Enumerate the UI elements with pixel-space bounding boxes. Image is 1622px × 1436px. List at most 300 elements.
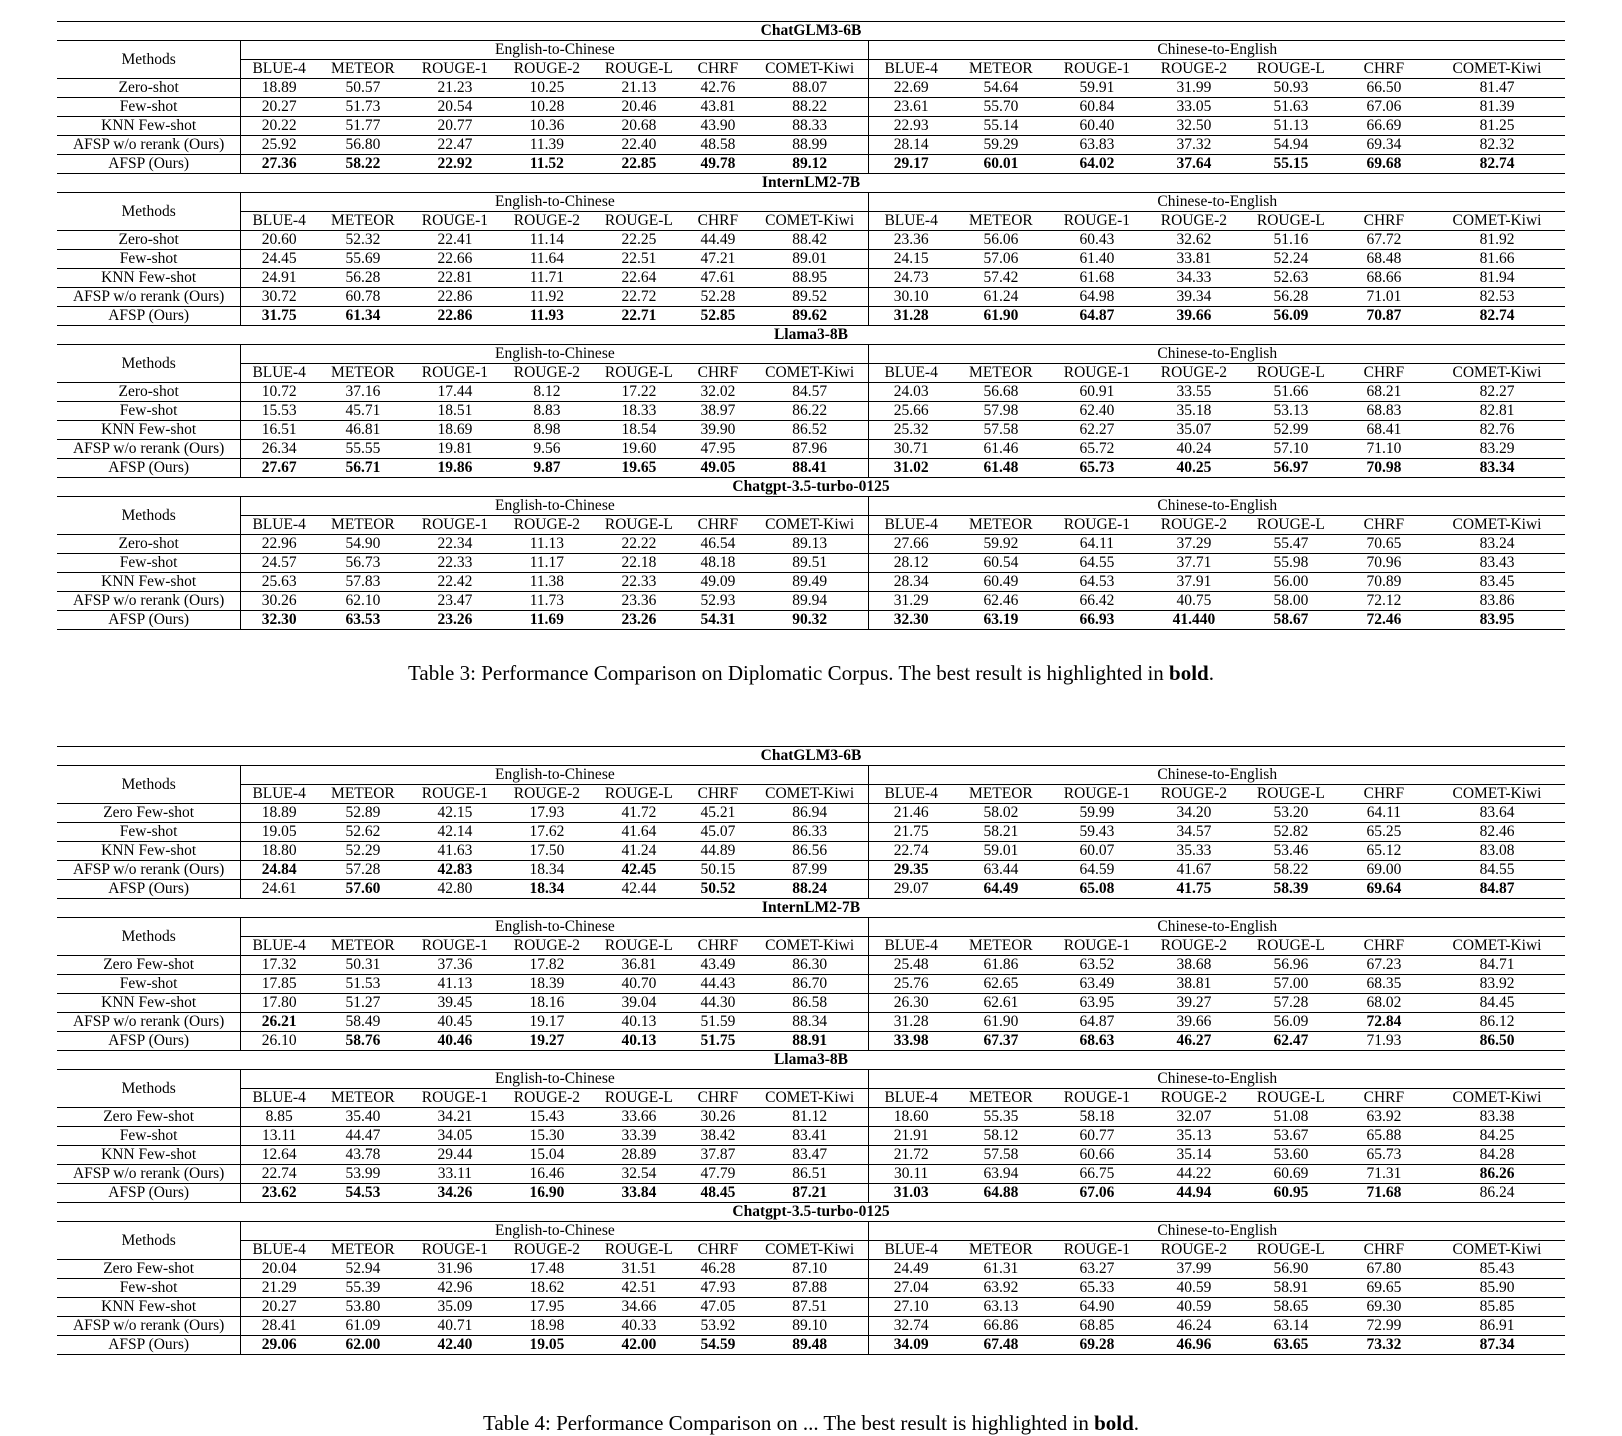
metric-value: 22.86 <box>409 307 501 326</box>
metric-header: CHRF <box>685 937 751 956</box>
metric-value: 63.92 <box>1339 1108 1429 1127</box>
metric-value: 23.36 <box>869 231 953 250</box>
metric-value: 58.18 <box>1049 1108 1145 1127</box>
method-label: AFSP w/o rerank (Ours) <box>57 136 241 155</box>
method-label: Few-shot <box>57 975 241 994</box>
metric-header: ROUGE-2 <box>1145 364 1243 383</box>
metric-header: ROUGE-L <box>593 1089 685 1108</box>
metric-header: CHRF <box>1339 364 1429 383</box>
metric-value: 82.46 <box>1429 823 1565 842</box>
metric-value: 16.90 <box>501 1184 593 1203</box>
metric-header: ROUGE-2 <box>1145 1241 1243 1260</box>
metric-value: 40.59 <box>1145 1298 1243 1317</box>
metric-value: 69.65 <box>1339 1279 1429 1298</box>
metric-header: CHRF <box>1339 1241 1429 1260</box>
metric-value: 64.90 <box>1049 1298 1145 1317</box>
metric-value: 68.41 <box>1339 421 1429 440</box>
metric-header-row <box>57 785 1565 804</box>
metric-value: 26.34 <box>241 440 317 459</box>
method-label: AFSP w/o rerank (Ours) <box>57 288 241 307</box>
metric-value: 58.21 <box>953 823 1049 842</box>
metric-value: 26.21 <box>241 1013 317 1032</box>
model-header-row <box>57 1051 1565 1070</box>
metric-value: 52.24 <box>1243 250 1339 269</box>
metric-value: 8.12 <box>501 383 593 402</box>
model-header: ChatGLM3-6B <box>57 747 1565 766</box>
metric-value: 46.24 <box>1145 1317 1243 1336</box>
metric-value: 18.16 <box>501 994 593 1013</box>
metric-value: 19.81 <box>409 440 501 459</box>
metric-header: COMET-Kiwi <box>1429 1089 1565 1108</box>
metric-value: 18.34 <box>501 880 593 899</box>
metric-header: ROUGE-2 <box>501 60 593 79</box>
metric-value: 42.14 <box>409 823 501 842</box>
metric-value: 45.71 <box>317 402 409 421</box>
metric-value: 61.31 <box>953 1260 1049 1279</box>
metric-value: 60.43 <box>1049 231 1145 250</box>
metric-value: 11.52 <box>501 155 593 174</box>
group-header-row <box>57 193 1565 212</box>
metric-value: 58.76 <box>317 1032 409 1051</box>
metric-value: 57.28 <box>1243 994 1339 1013</box>
metric-value: 88.41 <box>751 459 869 478</box>
metric-value: 64.53 <box>1049 573 1145 592</box>
metric-value: 88.42 <box>751 231 869 250</box>
direction-group-header: English-to-Chinese <box>241 1070 869 1089</box>
metric-value: 18.39 <box>501 975 593 994</box>
metric-value: 34.66 <box>593 1298 685 1317</box>
model-header: InternLM2-7B <box>57 174 1565 193</box>
method-label: KNN Few-shot <box>57 1298 241 1317</box>
metric-value: 86.24 <box>1429 1184 1565 1203</box>
results-table-second-corpus <box>57 746 1565 1355</box>
metric-value: 25.66 <box>869 402 953 421</box>
metric-value: 82.53 <box>1429 288 1565 307</box>
direction-group-header: English-to-Chinese <box>241 766 869 785</box>
model-section <box>57 326 1565 478</box>
table-row <box>57 1317 1565 1336</box>
metric-value: 59.99 <box>1049 804 1145 823</box>
metric-value: 24.73 <box>869 269 953 288</box>
metric-header: COMET-Kiwi <box>751 364 869 383</box>
metric-value: 33.84 <box>593 1184 685 1203</box>
table-row <box>57 1032 1565 1051</box>
metric-value: 67.37 <box>953 1032 1049 1051</box>
metric-header: BLUE-4 <box>241 364 317 383</box>
metric-value: 42.45 <box>593 861 685 880</box>
metric-value: 40.75 <box>1145 592 1243 611</box>
metric-value: 83.43 <box>1429 554 1565 573</box>
table3-caption-suffix: . <box>1208 661 1214 685</box>
method-label: AFSP w/o rerank (Ours) <box>57 1165 241 1184</box>
table4-caption-bold-word: bold <box>1094 1411 1134 1435</box>
metric-header: ROUGE-L <box>1243 1089 1339 1108</box>
metric-value: 51.63 <box>1243 98 1339 117</box>
methods-column-header: Methods <box>57 497 241 535</box>
metric-value: 52.89 <box>317 804 409 823</box>
metric-value: 40.45 <box>409 1013 501 1032</box>
model-header-row <box>57 22 1565 41</box>
metric-value: 35.18 <box>1145 402 1243 421</box>
metric-value: 20.27 <box>241 1298 317 1317</box>
metric-header: COMET-Kiwi <box>1429 937 1565 956</box>
metric-header: COMET-Kiwi <box>751 785 869 804</box>
metric-value: 47.21 <box>685 250 751 269</box>
metric-value: 35.40 <box>317 1108 409 1127</box>
table-row <box>57 554 1565 573</box>
direction-group-header: Chinese-to-English <box>869 345 1565 364</box>
metric-value: 67.06 <box>1049 1184 1145 1203</box>
metric-value: 67.80 <box>1339 1260 1429 1279</box>
metric-value: 22.93 <box>869 117 953 136</box>
metric-value: 70.65 <box>1339 535 1429 554</box>
metric-value: 86.70 <box>751 975 869 994</box>
metric-header: BLUE-4 <box>869 1089 953 1108</box>
model-header-row <box>57 326 1565 345</box>
metric-header: CHRF <box>685 785 751 804</box>
table-row <box>57 535 1565 554</box>
metric-value: 50.57 <box>317 79 409 98</box>
metric-value: 89.51 <box>751 554 869 573</box>
metric-value: 53.60 <box>1243 1146 1339 1165</box>
metric-value: 23.36 <box>593 592 685 611</box>
metric-value: 46.54 <box>685 535 751 554</box>
metric-value: 52.93 <box>685 592 751 611</box>
metric-value: 22.18 <box>593 554 685 573</box>
metric-value: 22.41 <box>409 231 501 250</box>
model-header-row <box>57 747 1565 766</box>
metric-value: 17.82 <box>501 956 593 975</box>
metric-value: 17.48 <box>501 1260 593 1279</box>
methods-column-header: Methods <box>57 1222 241 1260</box>
metric-value: 18.80 <box>241 842 317 861</box>
metric-value: 40.13 <box>593 1032 685 1051</box>
metric-value: 32.54 <box>593 1165 685 1184</box>
metric-value: 41.64 <box>593 823 685 842</box>
metric-header: METEOR <box>317 785 409 804</box>
metric-value: 69.28 <box>1049 1336 1145 1355</box>
metric-value: 22.47 <box>409 136 501 155</box>
metric-value: 41.75 <box>1145 880 1243 899</box>
metric-value: 32.74 <box>869 1317 953 1336</box>
metric-header: ROUGE-1 <box>1049 785 1145 804</box>
metric-header: ROUGE-2 <box>1145 785 1243 804</box>
metric-value: 89.10 <box>751 1317 869 1336</box>
metric-header: METEOR <box>953 516 1049 535</box>
metric-value: 21.91 <box>869 1127 953 1146</box>
metric-value: 62.00 <box>317 1336 409 1355</box>
metric-value: 40.25 <box>1145 459 1243 478</box>
method-label: Few-shot <box>57 98 241 117</box>
metric-value: 18.62 <box>501 1279 593 1298</box>
metric-value: 52.28 <box>685 288 751 307</box>
method-label: KNN Few-shot <box>57 1146 241 1165</box>
metric-header: ROUGE-1 <box>1049 60 1145 79</box>
table3-caption-text: Table 3: Performance Comparison on Diplomatic Corpus. The best result is highlighted in <box>408 661 1170 685</box>
metric-value: 84.25 <box>1429 1127 1565 1146</box>
group-header-row <box>57 345 1565 364</box>
metric-value: 18.98 <box>501 1317 593 1336</box>
metric-value: 63.83 <box>1049 136 1145 155</box>
metric-value: 44.22 <box>1145 1165 1243 1184</box>
metric-value: 21.23 <box>409 79 501 98</box>
metric-value: 65.88 <box>1339 1127 1429 1146</box>
method-label: Few-shot <box>57 402 241 421</box>
metric-value: 86.22 <box>751 402 869 421</box>
metric-value: 88.07 <box>751 79 869 98</box>
metric-value: 63.14 <box>1243 1317 1339 1336</box>
metric-value: 27.04 <box>869 1279 953 1298</box>
metric-header: ROUGE-L <box>593 516 685 535</box>
metric-value: 37.71 <box>1145 554 1243 573</box>
method-label: KNN Few-shot <box>57 117 241 136</box>
metric-value: 72.84 <box>1339 1013 1429 1032</box>
table-row <box>57 994 1565 1013</box>
method-label: AFSP w/o rerank (Ours) <box>57 1317 241 1336</box>
metric-value: 66.42 <box>1049 592 1145 611</box>
table-row <box>57 804 1565 823</box>
metric-value: 83.92 <box>1429 975 1565 994</box>
metric-header: ROUGE-1 <box>1049 1241 1145 1260</box>
metric-header: METEOR <box>317 937 409 956</box>
table3-caption <box>0 660 1622 686</box>
metric-header: COMET-Kiwi <box>751 212 869 231</box>
metric-value: 60.84 <box>1049 98 1145 117</box>
metric-header: CHRF <box>685 212 751 231</box>
group-header-row <box>57 918 1565 937</box>
metric-value: 88.95 <box>751 269 869 288</box>
metric-value: 52.62 <box>317 823 409 842</box>
metric-value: 63.94 <box>953 1165 1049 1184</box>
metric-header: COMET-Kiwi <box>751 1241 869 1260</box>
metric-value: 11.14 <box>501 231 593 250</box>
metric-value: 52.99 <box>1243 421 1339 440</box>
method-label: Zero-shot <box>57 383 241 402</box>
metric-value: 57.42 <box>953 269 1049 288</box>
metric-header: CHRF <box>1339 785 1429 804</box>
metric-header: COMET-Kiwi <box>1429 364 1565 383</box>
metric-value: 57.58 <box>953 421 1049 440</box>
metric-value: 43.78 <box>317 1146 409 1165</box>
metric-value: 28.41 <box>241 1317 317 1336</box>
method-label: Few-shot <box>57 554 241 573</box>
metric-header: CHRF <box>685 364 751 383</box>
metric-value: 61.40 <box>1049 250 1145 269</box>
metric-value: 30.11 <box>869 1165 953 1184</box>
metric-value: 42.51 <box>593 1279 685 1298</box>
method-label: KNN Few-shot <box>57 421 241 440</box>
metric-value: 58.67 <box>1243 611 1339 630</box>
metric-value: 52.82 <box>1243 823 1339 842</box>
metric-value: 54.59 <box>685 1336 751 1355</box>
metric-value: 31.03 <box>869 1184 953 1203</box>
metric-value: 87.88 <box>751 1279 869 1298</box>
metric-value: 56.90 <box>1243 1260 1339 1279</box>
metric-header: ROUGE-2 <box>501 364 593 383</box>
metric-value: 86.56 <box>751 842 869 861</box>
method-label: Zero-shot <box>57 535 241 554</box>
metric-header: COMET-Kiwi <box>751 60 869 79</box>
metric-value: 85.90 <box>1429 1279 1565 1298</box>
metric-value: 48.58 <box>685 136 751 155</box>
metric-value: 58.00 <box>1243 592 1339 611</box>
metric-value: 31.99 <box>1145 79 1243 98</box>
metric-value: 71.31 <box>1339 1165 1429 1184</box>
metric-header: BLUE-4 <box>241 937 317 956</box>
metric-value: 19.05 <box>501 1336 593 1355</box>
metric-header: ROUGE-1 <box>409 60 501 79</box>
metric-value: 47.93 <box>685 1279 751 1298</box>
metric-value: 57.58 <box>953 1146 1049 1165</box>
metric-value: 65.72 <box>1049 440 1145 459</box>
metric-value: 51.77 <box>317 117 409 136</box>
metric-header: COMET-Kiwi <box>1429 785 1565 804</box>
metric-header-row <box>57 364 1565 383</box>
metric-value: 70.98 <box>1339 459 1429 478</box>
metric-value: 60.69 <box>1243 1165 1339 1184</box>
metric-value: 41.440 <box>1145 611 1243 630</box>
metric-value: 87.96 <box>751 440 869 459</box>
metric-header: CHRF <box>685 1089 751 1108</box>
metric-value: 61.86 <box>953 956 1049 975</box>
metric-value: 46.27 <box>1145 1032 1243 1051</box>
metric-value: 20.60 <box>241 231 317 250</box>
metric-value: 55.55 <box>317 440 409 459</box>
metric-value: 72.99 <box>1339 1317 1429 1336</box>
metric-value: 63.52 <box>1049 956 1145 975</box>
metric-value: 64.98 <box>1049 288 1145 307</box>
metric-value: 17.32 <box>241 956 317 975</box>
metric-value: 55.35 <box>953 1108 1049 1127</box>
metric-value: 19.27 <box>501 1032 593 1051</box>
metric-value: 83.41 <box>751 1127 869 1146</box>
metric-value: 68.66 <box>1339 269 1429 288</box>
method-label: KNN Few-shot <box>57 573 241 592</box>
metric-value: 16.46 <box>501 1165 593 1184</box>
method-label: AFSP (Ours) <box>57 880 241 899</box>
metric-value: 34.21 <box>409 1108 501 1127</box>
metric-value: 32.50 <box>1145 117 1243 136</box>
metric-value: 33.39 <box>593 1127 685 1146</box>
metric-value: 64.59 <box>1049 861 1145 880</box>
table-row <box>57 98 1565 117</box>
metric-value: 50.31 <box>317 956 409 975</box>
metric-value: 47.95 <box>685 440 751 459</box>
metric-value: 84.87 <box>1429 880 1565 899</box>
metric-value: 84.45 <box>1429 994 1565 1013</box>
table4-caption <box>0 1410 1622 1436</box>
table-row <box>57 421 1565 440</box>
method-label: KNN Few-shot <box>57 994 241 1013</box>
metric-value: 33.55 <box>1145 383 1243 402</box>
metric-value: 65.12 <box>1339 842 1429 861</box>
metric-value: 30.26 <box>241 592 317 611</box>
table-row <box>57 402 1565 421</box>
metric-value: 17.93 <box>501 804 593 823</box>
metric-value: 57.98 <box>953 402 1049 421</box>
metric-value: 88.22 <box>751 98 869 117</box>
metric-value: 72.12 <box>1339 592 1429 611</box>
metric-header: BLUE-4 <box>869 1241 953 1260</box>
metric-value: 86.94 <box>751 804 869 823</box>
metric-value: 63.65 <box>1243 1336 1339 1355</box>
metric-value: 24.57 <box>241 554 317 573</box>
metric-value: 61.24 <box>953 288 1049 307</box>
method-label: AFSP (Ours) <box>57 1336 241 1355</box>
metric-value: 51.08 <box>1243 1108 1339 1127</box>
metric-value: 22.72 <box>593 288 685 307</box>
metric-value: 81.92 <box>1429 231 1565 250</box>
metric-value: 21.29 <box>241 1279 317 1298</box>
table-row <box>57 440 1565 459</box>
model-header: ChatGLM3-6B <box>57 22 1565 41</box>
metric-value: 88.91 <box>751 1032 869 1051</box>
metric-value: 20.04 <box>241 1260 317 1279</box>
metric-value: 44.89 <box>685 842 751 861</box>
metric-value: 25.48 <box>869 956 953 975</box>
metric-value: 85.85 <box>1429 1298 1565 1317</box>
metric-value: 39.04 <box>593 994 685 1013</box>
metric-header: BLUE-4 <box>869 212 953 231</box>
metric-value: 87.21 <box>751 1184 869 1203</box>
metric-value: 85.43 <box>1429 1260 1565 1279</box>
metric-value: 15.53 <box>241 402 317 421</box>
metric-value: 87.10 <box>751 1260 869 1279</box>
metric-header: ROUGE-2 <box>1145 516 1243 535</box>
metric-value: 64.49 <box>953 880 1049 899</box>
metric-value: 69.00 <box>1339 861 1429 880</box>
metric-value: 15.43 <box>501 1108 593 1127</box>
metric-value: 21.13 <box>593 79 685 98</box>
metric-value: 44.94 <box>1145 1184 1243 1203</box>
metric-value: 44.49 <box>685 231 751 250</box>
metric-value: 39.66 <box>1145 1013 1243 1032</box>
method-label: KNN Few-shot <box>57 269 241 288</box>
methods-column-header: Methods <box>57 193 241 231</box>
metric-value: 35.13 <box>1145 1127 1243 1146</box>
metric-value: 56.96 <box>1243 956 1339 975</box>
metric-value: 71.01 <box>1339 288 1429 307</box>
metric-value: 83.38 <box>1429 1108 1565 1127</box>
metric-value: 57.00 <box>1243 975 1339 994</box>
metric-value: 64.02 <box>1049 155 1145 174</box>
table-row <box>57 1165 1565 1184</box>
metric-value: 60.66 <box>1049 1146 1145 1165</box>
metric-value: 11.92 <box>501 288 593 307</box>
metric-value: 21.72 <box>869 1146 953 1165</box>
metric-value: 55.39 <box>317 1279 409 1298</box>
metric-header: ROUGE-2 <box>501 516 593 535</box>
metric-value: 32.07 <box>1145 1108 1243 1127</box>
metric-value: 34.09 <box>869 1336 953 1355</box>
metric-value: 16.51 <box>241 421 317 440</box>
metric-value: 70.96 <box>1339 554 1429 573</box>
metric-value: 72.46 <box>1339 611 1429 630</box>
metric-value: 41.13 <box>409 975 501 994</box>
metric-value: 19.05 <box>241 823 317 842</box>
metric-value: 39.45 <box>409 994 501 1013</box>
metric-value: 58.22 <box>317 155 409 174</box>
model-header: InternLM2-7B <box>57 899 1565 918</box>
metric-value: 86.12 <box>1429 1013 1565 1032</box>
metric-value: 57.83 <box>317 573 409 592</box>
metric-value: 86.33 <box>751 823 869 842</box>
direction-group-header: English-to-Chinese <box>241 41 869 60</box>
metric-value: 23.62 <box>241 1184 317 1203</box>
metric-header-row <box>57 1241 1565 1260</box>
metric-value: 34.33 <box>1145 269 1243 288</box>
metric-header: ROUGE-1 <box>409 1089 501 1108</box>
